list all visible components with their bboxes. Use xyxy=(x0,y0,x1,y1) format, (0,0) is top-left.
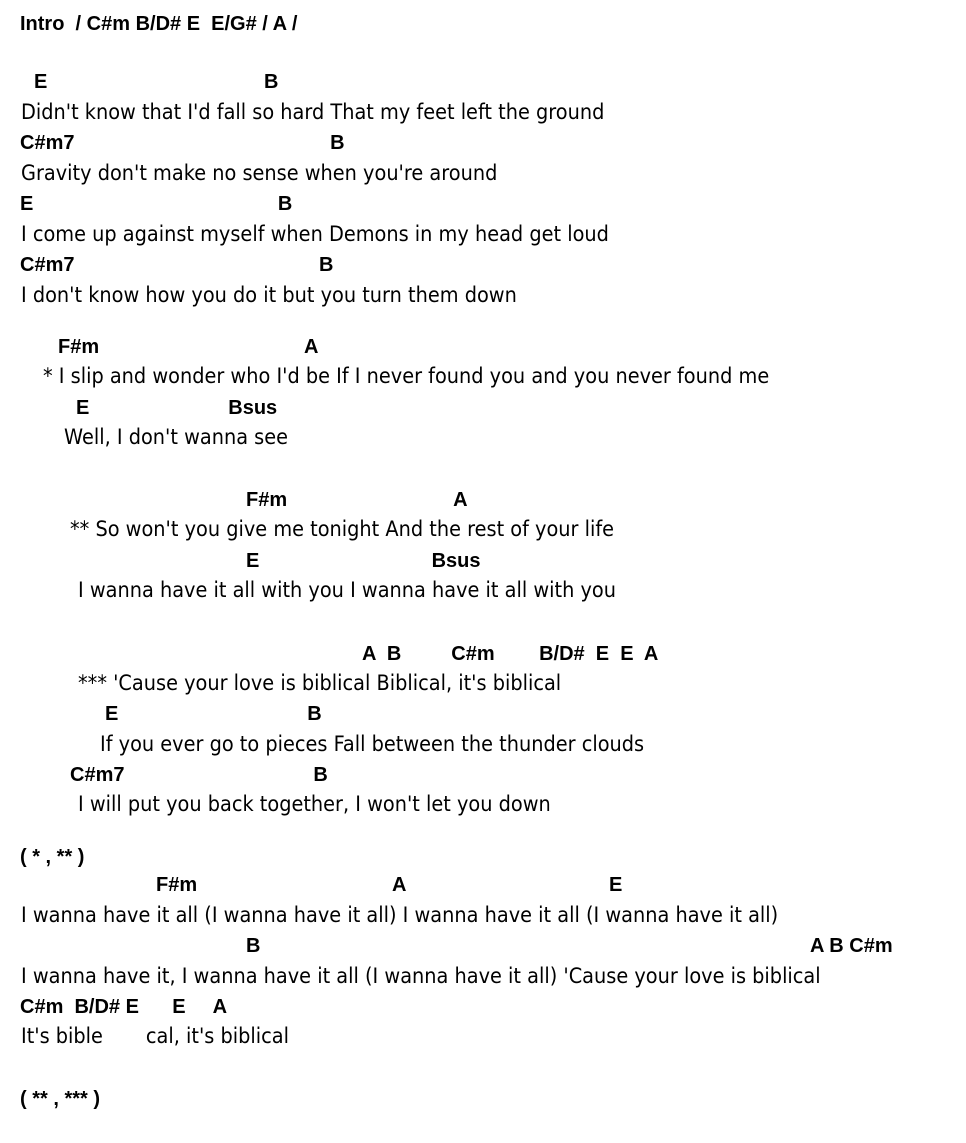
chord-line: C#m B/D# E E A xyxy=(20,996,228,1018)
chord: E xyxy=(609,874,623,896)
repeat-marker: ( ** , *** ) xyxy=(20,1088,101,1110)
lyric-line: I wanna have it all (I wanna have it all) I wanna have it all (I wanna have it all) xyxy=(21,903,779,927)
chord: B xyxy=(246,935,261,957)
chord-line: A B C#m B/D# E E A xyxy=(362,643,659,665)
lyric-line: It's bible cal, it's biblical xyxy=(21,1024,289,1048)
chord-line: E Bsus xyxy=(76,397,278,419)
lyric-line: *** 'Cause your love is biblical Biblical, it's biblical xyxy=(78,671,562,695)
lyric-line: Didn't know that I'd fall so hard That my feet left the ground xyxy=(21,100,605,124)
chord-line: E B xyxy=(20,193,293,215)
chord-line: F#m A xyxy=(58,336,319,358)
lyric-line: Gravity don't make no sense when you're around xyxy=(21,161,498,185)
chord-line: C#m7 B xyxy=(70,764,328,786)
chord-line: E B xyxy=(105,703,322,725)
repeat-marker: ( * , ** ) xyxy=(20,846,85,868)
lyric-line: If you ever go to pieces Fall between the thunder clouds xyxy=(100,732,645,756)
lyric-line: Well, I don't wanna see xyxy=(64,425,289,449)
lyric-line: ** So won't you give me tonight And the rest of your life xyxy=(70,517,615,541)
lyric-line: * I slip and wonder who I'd be If I never found you and you never found me xyxy=(43,364,770,388)
chord-line: E B xyxy=(34,71,279,93)
intro-line: Intro / C#m B/D# E E/G# / A / xyxy=(20,13,298,35)
chord-line: C#m7 B xyxy=(20,132,345,154)
lyric-line: I come up against myself when Demons in my head get loud xyxy=(21,222,609,246)
chord-line: F#m A xyxy=(246,489,468,511)
chord: F#m xyxy=(156,874,198,896)
chord-line: C#m7 B xyxy=(20,254,334,276)
chord: A xyxy=(392,874,407,896)
lyric-line: I don't know how you do it but you turn them down xyxy=(21,283,517,307)
chord-line: E Bsus xyxy=(246,550,481,572)
chord: A B C#m xyxy=(810,935,893,957)
lyric-line: I wanna have it all with you I wanna have it all with you xyxy=(78,578,616,602)
lyric-line: I wanna have it, I wanna have it all (I wanna have it all) 'Cause your love is biblical xyxy=(21,964,821,988)
lyric-line: I will put you back together, I won't let you down xyxy=(78,792,551,816)
